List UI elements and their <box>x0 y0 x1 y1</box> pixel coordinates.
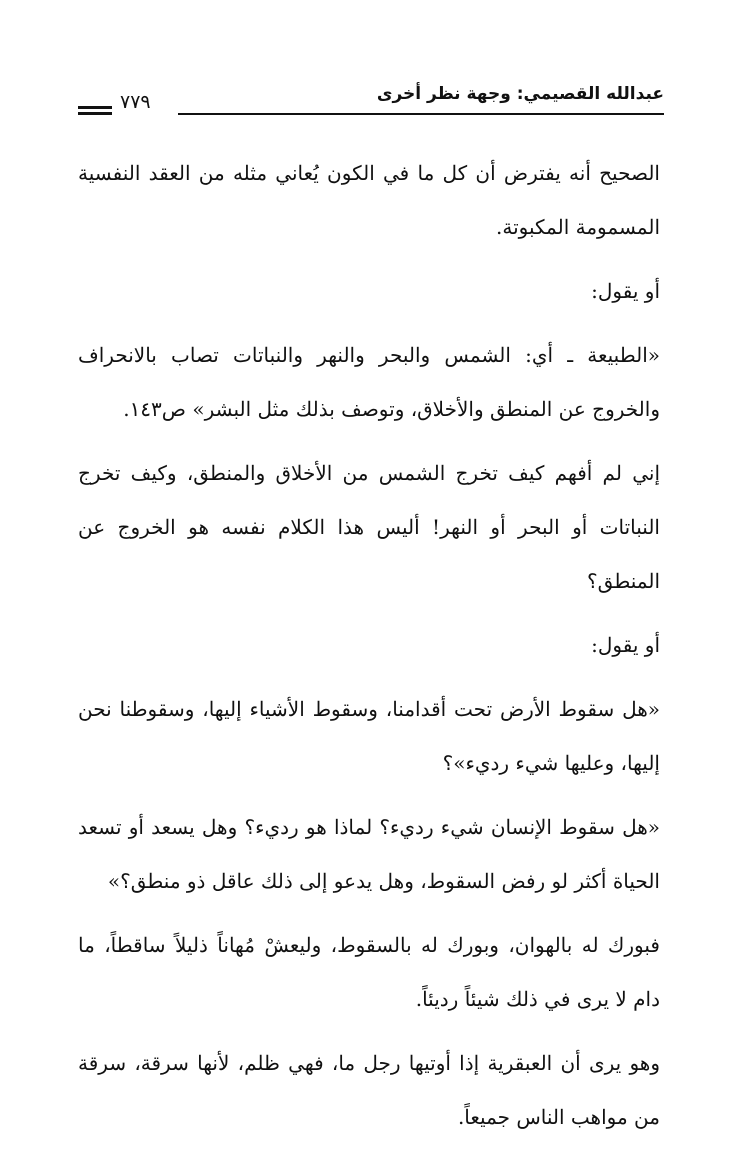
quote-paragraph: «الطبيعة ـ أي: الشمس والبحر والنهر والنباتات تصاب بالانحراف والخروج عن المنطق والأخلاق، وتوصف بذلك مثل البشر» ص١٤٣. <box>78 343 660 421</box>
page-number-bar <box>78 112 112 115</box>
quote-paragraph: «هل سقوط الأرض تحت أقدامنا، وسقوط الأشياء إليها، وسقوطنا نحن إليها، وعليها شيء رديء»؟ <box>78 697 660 775</box>
page-number: ٧٧٩ <box>120 91 151 113</box>
paragraph: الصحيح أنه يفترض أن كل ما في الكون يُعاني مثله من العقد النفسية المسمومة المكبوتة. <box>78 161 660 239</box>
paragraph: إني لم أفهم كيف تخرج الشمس من الأخلاق والمنطق، وكيف تخرج النباتات أو البحر أو النهر! أليس هذا الكلام نفسه هو الخروج عن المنطق؟ <box>78 461 660 593</box>
paragraph: فبورك له بالهوان، وبورك له بالسقوط، وليعشْ مُهاناً ذليلاً ساقطاً، ما دام لا يرى في ذلك شيئاً رديئاً. <box>78 933 660 1011</box>
body-text <box>78 146 660 1154</box>
paragraph: أو يقول: <box>591 633 660 657</box>
paragraph: وهو يرى أن العبقرية إذا أوتيها رجل ما، فهي ظلم، لأنها سرقة، سرقة من مواهب الناس جميعاً. <box>78 1051 660 1129</box>
header-rule <box>178 113 664 115</box>
paragraph: أو يقول: <box>591 279 660 303</box>
quote-paragraph: «هل سقوط الإنسان شيء رديء؟ لماذا هو رديء؟ وهل يسعد أو تسعد الحياة أكثر لو رفض السقوط، وهل يدعو إلى ذلك عاقل ذو منطق؟» <box>78 815 660 893</box>
running-title: عبدالله القصيمي: وجهة نظر أخرى <box>376 84 664 104</box>
page-number-bar <box>78 106 112 109</box>
